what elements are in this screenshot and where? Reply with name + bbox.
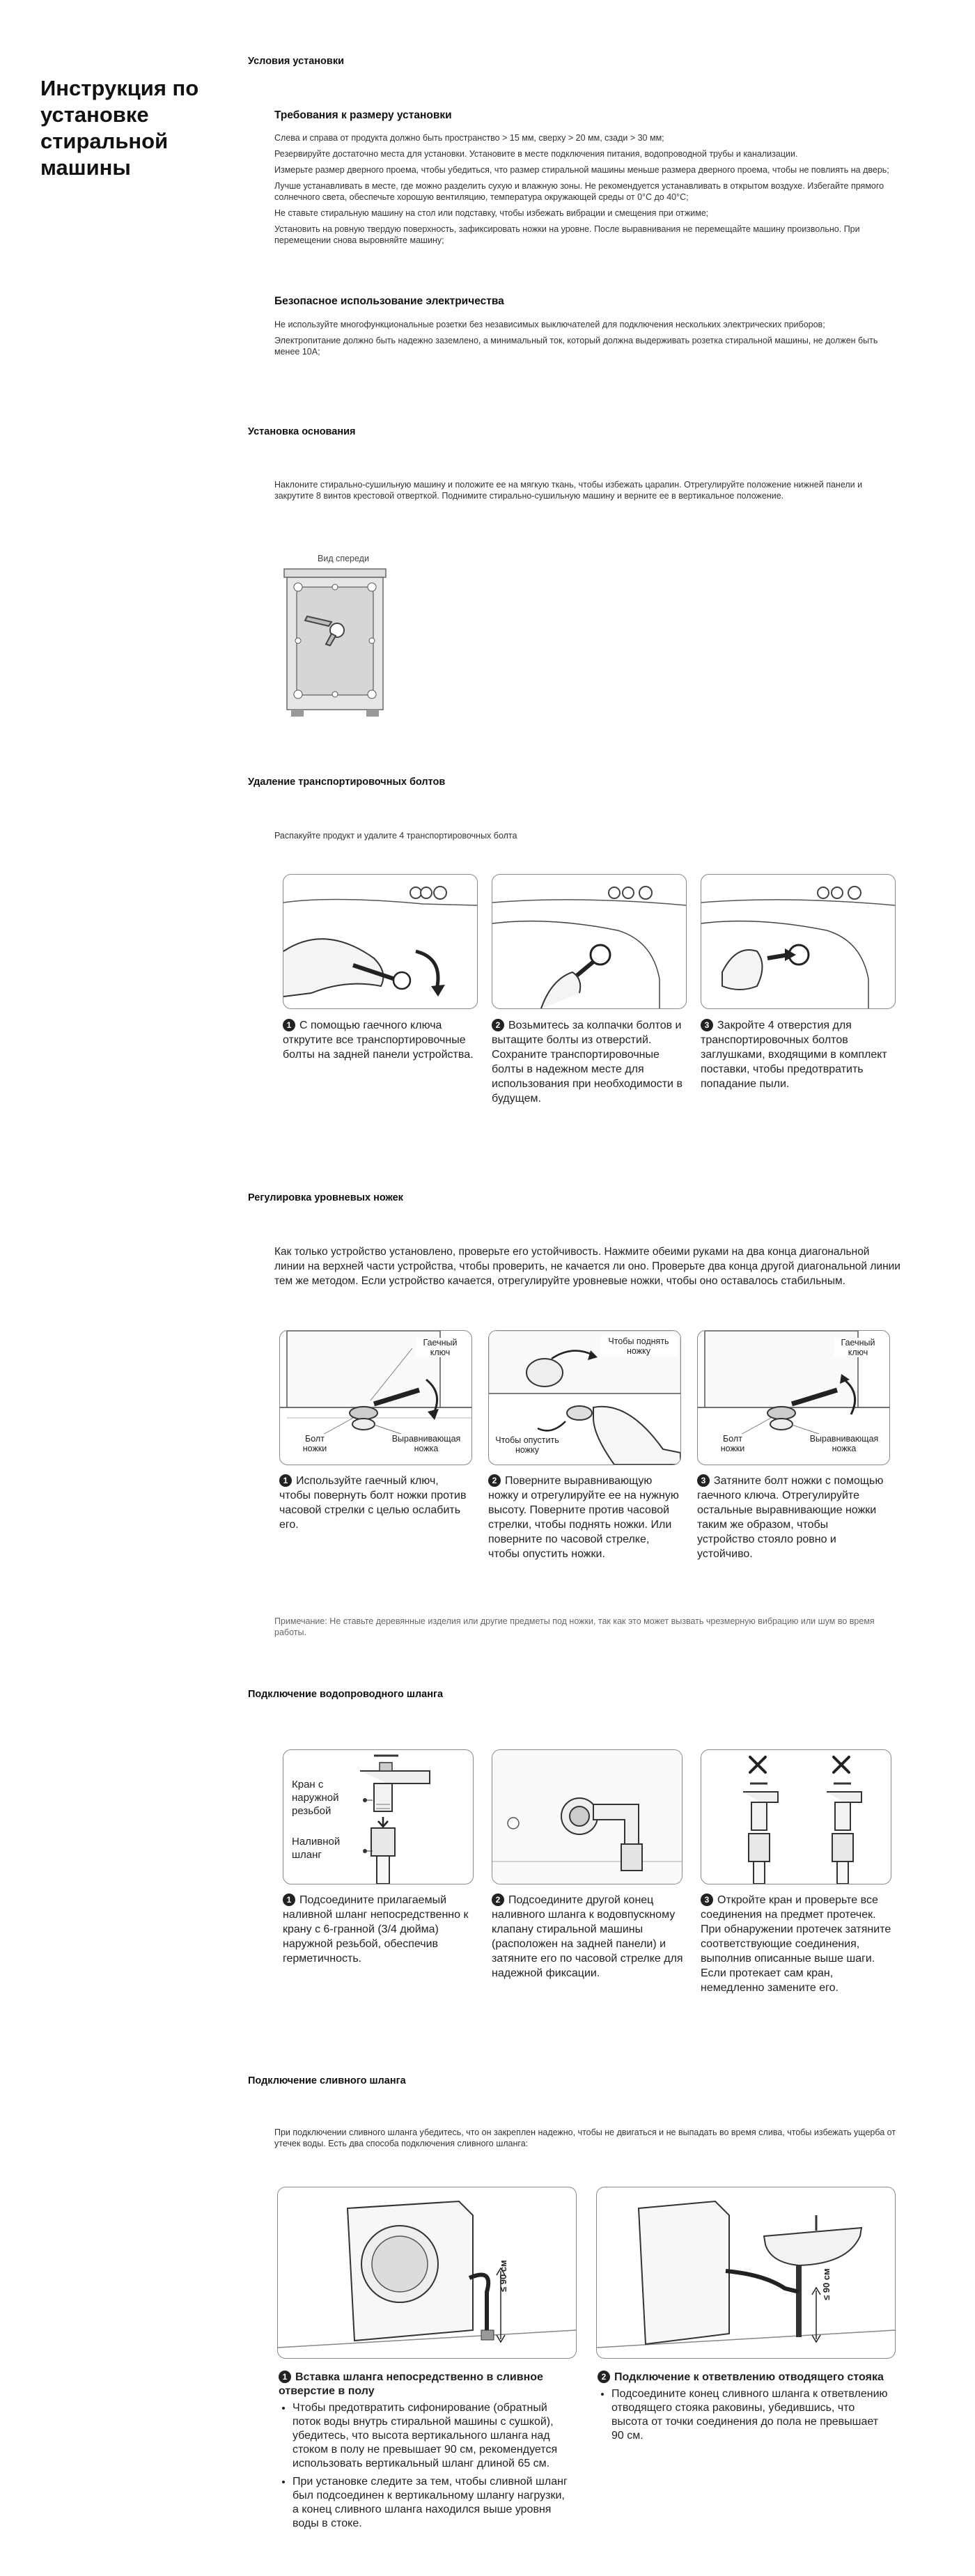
- transport-bolt-figure-2: [492, 874, 687, 1009]
- transport-bolt-figure-1: [283, 874, 478, 1009]
- step-number: 2: [598, 2371, 610, 2383]
- leveling-figure-3: [697, 1330, 890, 1465]
- water-hose-step-3: [701, 1893, 899, 1995]
- step-number: 2: [492, 1019, 504, 1031]
- inlet-hose-label: Наливной шланг: [292, 1835, 358, 1861]
- paragraph: Установить на ровную твердую поверхность, зафиксировать ножки на уровне. После выравнивания не перемещайте машину произвольно. При перемещении снова выровняйте машину;: [274, 224, 860, 245]
- max-height-label: ≤ 90 см: [821, 2268, 832, 2300]
- drain-method-standpipe: [598, 2371, 890, 2447]
- section-heading-transport-bolts: Удаление транспортировочных болтов: [248, 776, 446, 788]
- subheading-electrical-safety: Безопасное использование электричества: [274, 295, 504, 307]
- method-title: [279, 2371, 571, 2398]
- section-heading-leveling-feet: Регулировка уровневых ножек: [248, 1192, 403, 1203]
- wrench-label: Гаечный ключ: [834, 1338, 882, 1357]
- electrical-safety-text: [274, 319, 901, 362]
- step-number: 3: [697, 1474, 710, 1487]
- section-heading-water-hose: Подключение водопроводного шланга: [248, 1689, 444, 1700]
- transport-bolt-figure-3: [701, 874, 896, 1009]
- leveling-figure-1: [279, 1330, 472, 1465]
- step-number: 3: [701, 1894, 713, 1906]
- leveling-foot-label: Выравнивающая ножка: [802, 1434, 886, 1453]
- transport-bolt-step-1: [283, 1018, 478, 1062]
- leveling-step-2: [488, 1474, 680, 1561]
- method-title-text: Вставка шланга непосредственно в сливное отверстие в полу: [279, 2371, 543, 2397]
- list-item: • Подсоедините конец сливного шланга к ответвлению отводящего стояка раковины, убедившись, что высота от точки соединения до пола не превышает 90 см.: [611, 2387, 890, 2443]
- method-bullets: [279, 2401, 571, 2531]
- list-item: • Чтобы предотвратить сифонирование (обратный поток воды внутрь стиральной машины с сушкой), убедитесь, что высота вертикального шланга над стоком в полу не превышает 90 см, рекомендуется использовать вертикальный шланг длиной 65 см.: [292, 2401, 571, 2471]
- drain-method-floor: [279, 2371, 571, 2535]
- water-hose-figure-1: [283, 1749, 474, 1884]
- max-height-label: ≤ 90 см: [498, 2260, 508, 2292]
- leveling-step-1: [279, 1474, 471, 1532]
- leveling-foot-label: Выравнивающая ножка: [384, 1434, 468, 1453]
- raise-foot-label: Чтобы поднять ножку: [600, 1336, 677, 1356]
- step-number: 1: [279, 2371, 291, 2383]
- subheading-size-requirements: Требования к размеру установки: [274, 109, 452, 121]
- water-hose-step-2: [492, 1893, 685, 1981]
- water-hose-figure-2: [492, 1749, 682, 1884]
- drain-hose-intro: При подключении сливного шланга убедитесь, что он закреплен надежно, чтобы не двигаться и не выпадать во время слива, чтобы избежать ущерба от утечек воды. Есть два способа подключения сливного шланга:: [274, 2128, 896, 2148]
- leveling-feet-intro: Как только устройство установлено, проверьте его устойчивость. Нажмите обеими руками на два конца диагональной линии на верхней части устройства, чтобы проверить, не качается ли оно. Проверьте два конца другой диагональной линии тем же методом. Если устройство качается, отрегулируйте уровневые ножки, чтобы оно оставалось стабильным.: [274, 1246, 900, 1287]
- step-number: 1: [283, 1019, 295, 1031]
- section-heading-base-installation: Установка основания: [248, 426, 356, 437]
- step-number: 3: [701, 1019, 713, 1031]
- paragraph: Слева и справа от продукта должно быть пространство > 15 мм, сверху > 20 мм, сзади > 30 мм;: [274, 133, 664, 143]
- step-text: С помощью гаечного ключа открутите все транспортировочные болты на задней панели устройства.: [283, 1020, 474, 1061]
- paragraph: Электропитание должно быть надежно заземлено, а минимальный ток, который должна выдерживать розетка стиральной машины, не должен быть менее 10A;: [274, 336, 878, 357]
- leveling-note: Примечание: Не ставьте деревянные изделия или другие предметы под ножки, так как это может вызвать чрезмерную вибрацию или шум во время работы.: [274, 1616, 875, 1637]
- method-title-text: Подключение к ответвлению отводящего стояка: [614, 2371, 884, 2383]
- leveling-step-3: [697, 1474, 889, 1561]
- step-number: 2: [488, 1474, 501, 1487]
- lower-foot-label: Чтобы опустить ножку: [489, 1435, 566, 1455]
- step-text: Используйте гаечный ключ, чтобы повернуть болт ножки против часовой стрелки с целью ослабить его.: [279, 1475, 467, 1531]
- step-text: Поверните выравнивающую ножку и отрегулируйте ее на нужную высоту. Поверните против часовой стрелки, чтобы поднять ножки. Или поверните по часовой стрелке, чтобы опустить ножки.: [488, 1475, 679, 1560]
- method-bullets: [598, 2387, 890, 2443]
- section-heading-drain-hose: Подключение сливного шланга: [248, 2075, 406, 2086]
- front-view-label: Вид спереди: [318, 554, 369, 563]
- paragraph: Измерьте размер дверного проема, чтобы убедиться, что размер стиральной машины меньше размера дверного проема, чтобы не повлиять на дверь;: [274, 165, 889, 175]
- page-title: Инструкция по установке стиральной машины: [40, 76, 199, 180]
- step-text: Подсоедините другой конец наливного шланга к водовпускному клапану стиральной машины (расположен на задней панели) и затяните его по часовой стрелке для надежной фиксации.: [492, 1894, 683, 1979]
- method-title: [598, 2371, 890, 2384]
- section-heading-installation-conditions: Условия установки: [248, 56, 344, 67]
- step-text: Закройте 4 отверстия для транспортировочных болтов заглушками, входящими в комплект поставки, чтобы предотвратить попадание пыли.: [701, 1020, 887, 1090]
- step-text: Возьмитесь за колпачки болтов и вытащите болты из отверстий. Сохраните транспортировочные болты в надежном месте для использования при необходимости в будущем.: [492, 1020, 682, 1104]
- wrench-label: Гаечный ключ: [416, 1338, 465, 1357]
- drain-hose-figure-standpipe: [596, 2187, 896, 2359]
- transport-bolt-step-2: [492, 1018, 687, 1106]
- foot-bolt-label: Болт ножки: [294, 1434, 336, 1453]
- transport-bolt-step-3: [701, 1018, 903, 1091]
- base-installation-figure: [283, 568, 387, 721]
- drain-hose-figure-floor: [277, 2187, 577, 2359]
- base-installation-text: Наклоните стирально-сушильную машину и положите ее на мягкую ткань, чтобы избежать царапин. Отрегулируйте положение нижней панели и закрутите 8 винтов крестовой отверткой. Поднимите стирально-сушильную машину и верните ее в вертикальное положение.: [274, 480, 863, 501]
- leveling-figure-2: [488, 1330, 681, 1465]
- step-text: Откройте кран и проверьте все соединения на предмет протечек. При обнаружении протечек затяните соответствующие соединения, выполнив описанные выше шаги. Если протекает сам кран, немедленно замените его.: [701, 1894, 891, 1994]
- step-text: Затяните болт ножки с помощью гаечного ключа. Отрегулируйте остальные выравнивающие ножки таким же образом, чтобы устройство стояло ровно и устойчиво.: [697, 1475, 884, 1560]
- paragraph: Лучше устанавливать в месте, где можно разделить сухую и влажную зоны. Не рекомендуется устанавливать в открытом воздухе. Избегайте прямого солнечного света, обеспечьте хорошую вентиляцию, температура окружающей среды от 0°C до 40°C;: [274, 181, 884, 202]
- paragraph: Не ставьте стиральную машину на стол или подставку, чтобы избежать вибрации и смещения при отжиме;: [274, 208, 709, 218]
- transport-bolts-intro: Распакуйте продукт и удалите 4 транспортировочных болта: [274, 831, 517, 841]
- list-item: • При установке следите за тем, чтобы сливной шланг был подсоединен к вертикальному шлангу нагрузки, а конец сливного шланга находился выше уровня воды в стоке.: [292, 2475, 571, 2531]
- paragraph: Не используйте многофункциональные розетки без независимых выключателей для подключения нескольких электрических приборов;: [274, 320, 825, 329]
- water-hose-figure-3: [701, 1749, 891, 1884]
- step-number: 1: [283, 1894, 295, 1906]
- foot-bolt-label: Болт ножки: [712, 1434, 754, 1453]
- step-number: 2: [492, 1894, 504, 1906]
- step-text: Подсоедините прилагаемый наливной шланг непосредственно к крану с 6-гранной (3/4 дюйма) наружной резьбой, обеспечив герметичность.: [283, 1894, 469, 1965]
- water-hose-step-1: [283, 1893, 476, 1966]
- paragraph: Резервируйте достаточно места для установки. Установите в месте подключения питания, водопроводной трубы и канализации.: [274, 149, 798, 159]
- size-requirements-text: [274, 132, 901, 251]
- step-number: 1: [279, 1474, 292, 1487]
- tap-label: Кран с наружной резьбой: [292, 1778, 358, 1818]
